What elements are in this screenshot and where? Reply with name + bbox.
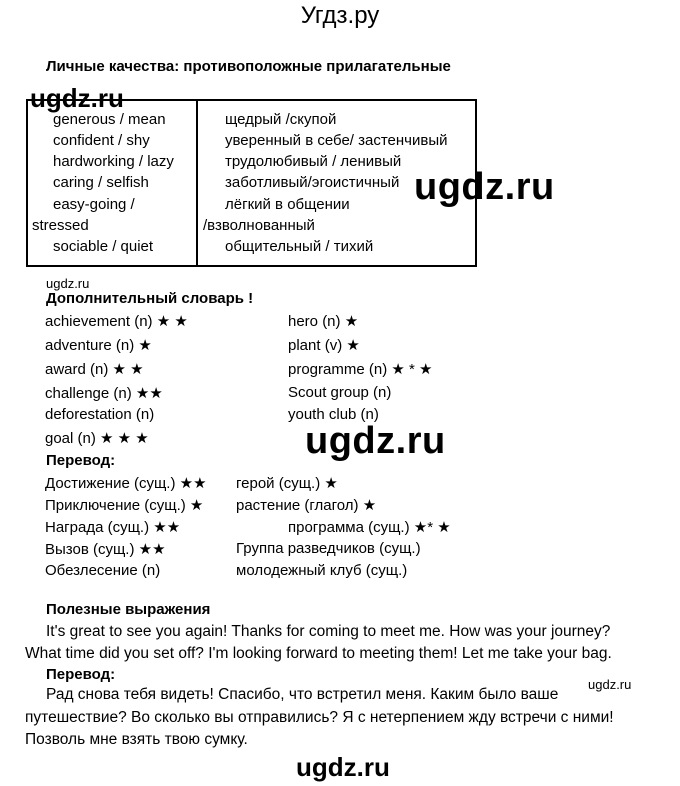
vocab-item: deforestation (n) <box>45 406 155 423</box>
watermark-bottom: ugdz.ru <box>296 752 390 782</box>
watermark-small: ugdz.ru <box>46 276 90 291</box>
translation-item: герой (сущ.) ★ <box>236 475 338 492</box>
translation-item: Вызов (сущ.) ★★ <box>45 541 166 558</box>
table-en-cell: hardworking / lazy <box>53 153 174 170</box>
vocab-item: achievement (n) ★ ★ <box>45 313 188 330</box>
translation-item: Награда (сущ.) ★★ <box>45 519 181 536</box>
vocab-item: programme (n) ★ * ★ <box>288 361 433 378</box>
table-ru-cell: лёгкий в общении <box>225 196 350 213</box>
section-heading-phrase-translation: Перевод: <box>46 666 116 683</box>
vocab-item: Scout group (n) <box>288 384 392 401</box>
table-ru-cell: трудолюбивый / ленивый <box>225 153 402 170</box>
translation-item: Обезлесение (n) <box>45 562 161 579</box>
section-heading-translation: Перевод: <box>46 452 116 469</box>
table-ru-cell: общительный / тихий <box>225 238 374 255</box>
watermark-top-left: ugdz.ru <box>30 83 124 113</box>
table-ru-cell: уверенный в себе/ застенчивый <box>225 132 448 149</box>
vocab-item: youth club (n) <box>288 406 379 423</box>
translation-item: Группа разведчиков (сущ.) <box>236 540 421 557</box>
vocab-item: award (n) ★ ★ <box>45 361 144 378</box>
table-ru-cell: /взволнованный <box>203 217 315 234</box>
phrase-line: It's great to see you again! Thanks for coming to meet me. How was your journey? <box>46 623 611 640</box>
translation-item: молодежный клуб (сущ.) <box>236 562 408 579</box>
section-heading-extra-vocabulary: Дополнительный словарь ! <box>46 290 254 307</box>
phrase-line: What time did you set off? I'm looking forward to meeting them! Let me take your bag. <box>25 645 612 662</box>
vocab-item: challenge (n) ★★ <box>45 385 163 402</box>
phrase-translation-line: путешествие? Во сколько вы отправились? Я с нетерпением жду встречи с ними! <box>25 709 614 726</box>
table-divider <box>196 99 198 267</box>
table-en-cell: generous / mean <box>53 111 166 128</box>
table-en-cell: stressed <box>32 217 89 234</box>
phrase-translation-line: Позволь мне взять твою сумку. <box>25 731 248 748</box>
translation-item: растение (глагол) ★ <box>236 497 377 514</box>
vocab-item: goal (n) ★ ★ ★ <box>45 430 149 447</box>
phrase-translation-line: Рад снова тебя видеть! Спасибо, что встретил меня. Каким было ваше <box>46 686 559 703</box>
watermark-right: ugdz.ru <box>414 166 555 208</box>
section-heading-useful-phrases: Полезные выражения <box>46 601 211 618</box>
table-ru-cell: заботливый/эгоистичный <box>225 174 400 191</box>
table-en-cell: caring / selfish <box>53 174 149 191</box>
watermark-center: ugdz.ru <box>305 420 446 462</box>
section-heading-personal-qualities: Личные качества: противоположные прилагательные <box>46 58 451 75</box>
table-en-cell: confident / shy <box>53 132 150 149</box>
table-en-cell: sociable / quiet <box>53 238 154 255</box>
vocab-item: plant (v) ★ <box>288 337 360 354</box>
table-ru-cell: щедрый /скупой <box>225 111 337 128</box>
translation-item: Достижение (сущ.) ★★ <box>45 475 207 492</box>
translation-item: программа (сущ.) ★* ★ <box>288 519 451 536</box>
watermark-small: ugdz.ru <box>588 677 632 692</box>
table-en-cell: easy-going / <box>53 196 135 213</box>
vocab-item: hero (n) ★ <box>288 313 359 330</box>
vocab-item: adventure (n) ★ <box>45 337 152 354</box>
site-title: Угдз.ру <box>300 2 380 29</box>
translation-item: Приключение (сущ.) ★ <box>45 497 204 514</box>
